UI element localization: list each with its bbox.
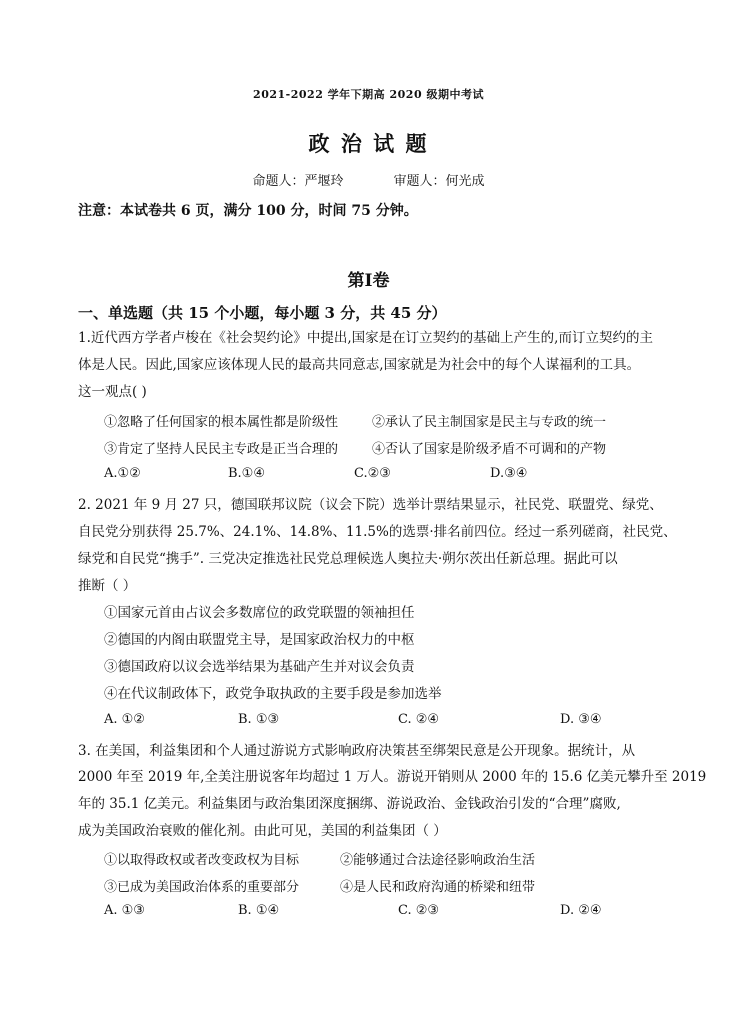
exam-notice: 注意：本试卷共 6 页，满分 100 分，时间 75 分钟。 (78, 203, 418, 219)
q3-statement: ①以取得政权或者改变政权为目标 (104, 853, 300, 868)
reviewer: 审题人：何光成 (393, 174, 485, 189)
q1-option-a: A.①② (104, 466, 141, 481)
q2-stem-line: 自民党分别获得 25.7%、24.1%、14.8%、11.5%的选票·排名前四位。经过一系列磋商，社民党、 (78, 524, 677, 540)
q1-statement: ②承认了民主制国家是民主与专政的统一 (372, 415, 607, 430)
volume-heading: 第Ⅰ卷 (347, 271, 390, 291)
q3-stem-line: 成为美国政治衰败的催化剂。由此可见，美国的利益集团（ ） (78, 823, 447, 839)
q3-stem-line: 3. 在美国，利益集团和个人通过游说方式影响政府决策甚至绑架民意是公开现象。据统计，从 (78, 743, 636, 759)
q1-stem-line: 体是人民。因此,国家应该体现人民的最高共同意志,国家就是为社会中的每个人谋福利的工具。 (78, 357, 641, 373)
exam-title: 2021-2022 学年下期高 2020 级期中考试 (253, 88, 484, 101)
q3-statement: ②能够通过合法途径影响政治生活 (340, 853, 536, 868)
q3-stem-line: 年的 35.1 亿美元。利益集团与政治集团深度捆绑、游说政治、金钱政治引发的“合理”腐败, (78, 796, 621, 812)
q2-statement: ④在代议制政体下，政党争取执政的主要手段是参加选举 (104, 686, 442, 702)
q3-stem-line: 2000 年至 2019 年,全美注册说客年均超过 1 万人。游说开销则从 2000 年的 15.6 亿美元攀升至 2019 (78, 769, 707, 785)
q1-statement: ①忽略了任何国家的根本属性都是阶级性 (104, 415, 339, 430)
q2-stem-line: 推断（ ） (78, 578, 137, 594)
exam-subject: 政 治 试 题 (308, 131, 429, 156)
q3-option-c: C. ②③ (398, 903, 440, 918)
q3-option-d: D. ②④ (560, 903, 602, 918)
q2-option-c: C. ②④ (398, 712, 440, 727)
q1-option-d: D.③④ (490, 466, 528, 481)
q1-option-b: B.①④ (228, 466, 265, 481)
setter: 命题人：严堰玲 (252, 174, 344, 189)
q1-statement: ④否认了国家是阶级矛盾不可调和的产物 (372, 442, 607, 457)
q2-stem-line: 绿党和自民党“携手”. 三党决定推选社民党总理候选人奥拉夫·朔尔茨出任新总理。据此可以 (78, 551, 618, 567)
q2-stem-line: 2. 2021 年 9 月 27 只，德国联邦议院（议会下院）选举计票结果显示，社民党、联盟党、绿党、 (78, 497, 663, 513)
section-heading: 一、单选题（共 15 个小题，每小题 3 分，共 45 分） (78, 304, 447, 322)
q3-statement: ③已成为美国政治体系的重要部分 (104, 880, 300, 895)
q1-stem-line: 这一观点( ) (78, 384, 147, 400)
q1-statement: ③肯定了坚持人民民主专政是正当合理的 (104, 442, 339, 457)
q2-option-d: D. ③④ (560, 712, 602, 727)
authors-line (0, 170, 737, 189)
q2-statement: ③德国政府以议会选举结果为基础产生并对议会负责 (104, 659, 415, 675)
q1-stem-line: 1.近代西方学者卢梭在《社会契约论》中提出,国家是在订立契约的基础上产生的,而订立契约的主 (78, 330, 653, 346)
q1-option-c: C.②③ (354, 466, 391, 481)
q3-option-a: A. ①③ (104, 903, 145, 918)
q2-statement: ②德国的内阁由联盟党主导，是国家政治权力的中枢 (104, 632, 415, 648)
q3-option-b: B. ①④ (238, 903, 280, 918)
q2-option-a: A. ①② (104, 712, 145, 727)
q2-option-b: B. ①③ (238, 712, 280, 727)
q2-statement: ①国家元首由占议会多数席位的政党联盟的领袖担任 (104, 605, 415, 621)
q3-statement: ④是人民和政府沟通的桥梁和纽带 (340, 880, 536, 895)
